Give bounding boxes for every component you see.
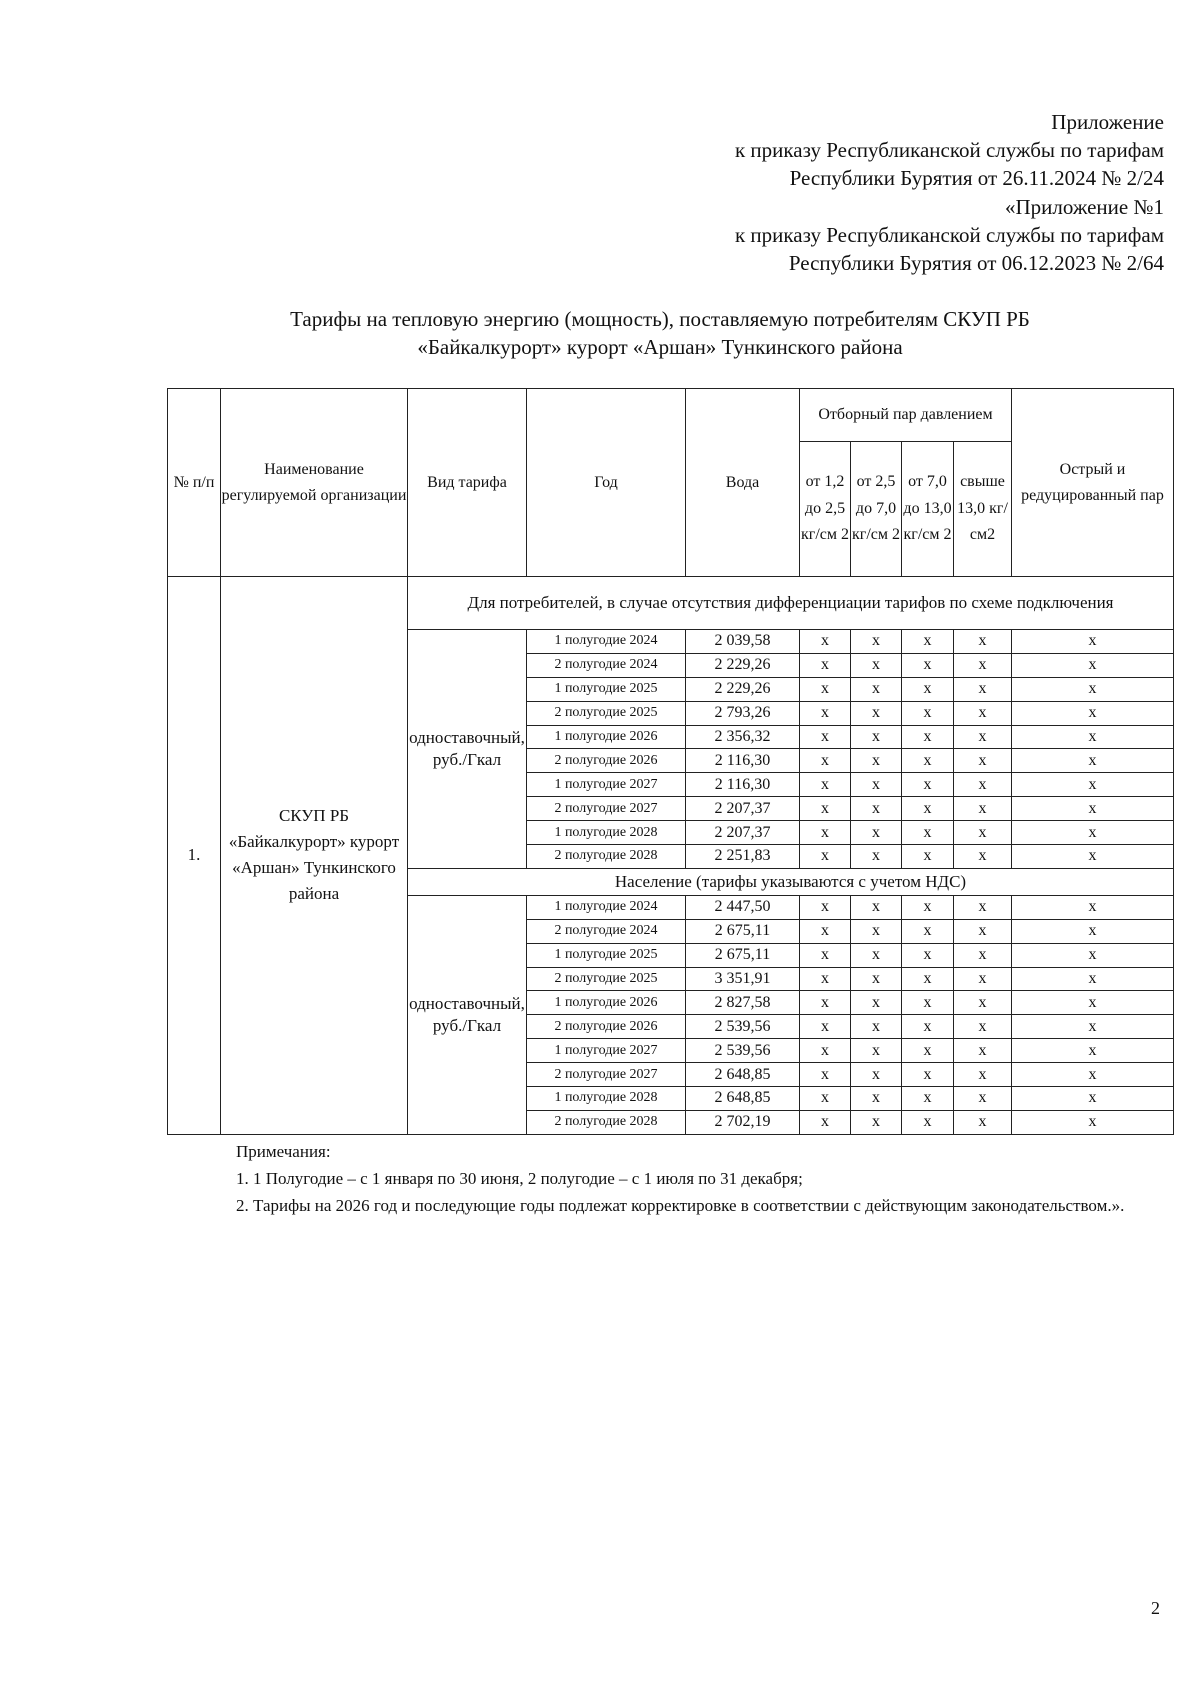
not-applicable-cell: х	[902, 943, 954, 967]
header-steam-group: Отборный пар давлением	[800, 389, 1012, 442]
not-applicable-cell: х	[902, 701, 954, 725]
period-cell: 2 полугодие 2024	[527, 919, 686, 943]
not-applicable-cell: х	[1012, 630, 1174, 654]
water-tariff-cell: 2 827,58	[686, 991, 800, 1015]
not-applicable-cell: х	[954, 1015, 1012, 1039]
not-applicable-cell: х	[902, 749, 954, 773]
not-applicable-cell: х	[954, 1039, 1012, 1063]
not-applicable-cell: х	[800, 653, 851, 677]
header-org: Наименование регулируемой организации	[221, 389, 408, 577]
not-applicable-cell: х	[851, 797, 902, 821]
period-cell: 1 полугодие 2025	[527, 677, 686, 701]
not-applicable-cell: х	[800, 797, 851, 821]
water-tariff-cell: 2 229,26	[686, 677, 800, 701]
not-applicable-cell: х	[902, 895, 954, 919]
not-applicable-cell: х	[902, 677, 954, 701]
notes	[40, 1138, 1164, 1219]
not-applicable-cell: х	[800, 1039, 851, 1063]
not-applicable-cell: х	[954, 725, 1012, 749]
not-applicable-cell: х	[954, 943, 1012, 967]
tariff-type: одноставочный, руб./Гкал	[408, 630, 527, 869]
not-applicable-cell: х	[851, 725, 902, 749]
water-tariff-cell: 2 793,26	[686, 701, 800, 725]
not-applicable-cell: х	[902, 630, 954, 654]
not-applicable-cell: х	[1012, 797, 1174, 821]
header-line: Республики Бурятия от 06.12.2023 № 2/64	[788, 251, 1164, 276]
period-cell: 1 полугодие 2024	[527, 630, 686, 654]
period-cell: 2 полугодие 2028	[527, 845, 686, 869]
document-title	[170, 305, 1150, 361]
water-tariff-cell: 2 207,37	[686, 821, 800, 845]
period-cell: 2 полугодие 2026	[527, 749, 686, 773]
not-applicable-cell: х	[800, 1087, 851, 1111]
not-applicable-cell: х	[800, 967, 851, 991]
not-applicable-cell: х	[954, 919, 1012, 943]
header-pressure-3: от 7,0 до 13,0 кг/см 2	[902, 442, 954, 577]
not-applicable-cell: х	[851, 943, 902, 967]
not-applicable-cell: х	[954, 749, 1012, 773]
not-applicable-cell: х	[851, 1015, 902, 1039]
not-applicable-cell: х	[954, 653, 1012, 677]
period-cell: 1 полугодие 2027	[527, 773, 686, 797]
not-applicable-cell: х	[1012, 1063, 1174, 1087]
not-applicable-cell: х	[851, 895, 902, 919]
not-applicable-cell: х	[1012, 1015, 1174, 1039]
header-pressure-1: от 1,2 до 2,5 кг/см 2	[800, 442, 851, 577]
not-applicable-cell: х	[1012, 919, 1174, 943]
not-applicable-cell: х	[1012, 653, 1174, 677]
not-applicable-cell: х	[1012, 773, 1174, 797]
not-applicable-cell: х	[851, 1063, 902, 1087]
not-applicable-cell: х	[902, 1110, 954, 1134]
not-applicable-cell: х	[851, 1110, 902, 1134]
water-tariff-cell: 2 207,37	[686, 797, 800, 821]
not-applicable-cell: х	[800, 919, 851, 943]
not-applicable-cell: х	[954, 1087, 1012, 1111]
not-applicable-cell: х	[800, 1015, 851, 1039]
water-tariff-cell: 2 116,30	[686, 773, 800, 797]
not-applicable-cell: х	[851, 919, 902, 943]
tariff-type: одноставочный, руб./Гкал	[408, 895, 527, 1134]
water-tariff-cell: 2 539,56	[686, 1039, 800, 1063]
note-2: 2. Тарифы на 2026 год и последующие годы подлежат корректировке в соответствии с действующим законодательством.».	[236, 1196, 1125, 1215]
not-applicable-cell: х	[851, 630, 902, 654]
period-cell: 1 полугодие 2024	[527, 895, 686, 919]
not-applicable-cell: х	[800, 1063, 851, 1087]
not-applicable-cell: х	[954, 797, 1012, 821]
header-sharp-steam: Острый и редуцированный пар	[1012, 389, 1174, 577]
not-applicable-cell: х	[902, 845, 954, 869]
row-number: 1.	[168, 577, 221, 1135]
period-cell: 2 полугодие 2026	[527, 1015, 686, 1039]
not-applicable-cell: х	[1012, 1087, 1174, 1111]
period-cell: 1 полугодие 2028	[527, 821, 686, 845]
not-applicable-cell: х	[954, 845, 1012, 869]
not-applicable-cell: х	[902, 797, 954, 821]
not-applicable-cell: х	[954, 1063, 1012, 1087]
period-cell: 2 полугодие 2024	[527, 653, 686, 677]
not-applicable-cell: х	[1012, 1110, 1174, 1134]
period-cell: 2 полугодие 2027	[527, 797, 686, 821]
not-applicable-cell: х	[800, 1110, 851, 1134]
water-tariff-cell: 2 229,26	[686, 653, 800, 677]
table-header-row	[168, 389, 1174, 442]
not-applicable-cell: х	[800, 821, 851, 845]
not-applicable-cell: х	[1012, 821, 1174, 845]
not-applicable-cell: х	[954, 773, 1012, 797]
not-applicable-cell: х	[954, 967, 1012, 991]
section-title: Население (тарифы указываются с учетом НДС)	[408, 868, 1174, 895]
not-applicable-cell: х	[1012, 725, 1174, 749]
not-applicable-cell: х	[954, 677, 1012, 701]
not-applicable-cell: х	[902, 773, 954, 797]
not-applicable-cell: х	[1012, 677, 1174, 701]
not-applicable-cell: х	[954, 895, 1012, 919]
note-1: 1. 1 Полугодие – с 1 января по 30 июня, 2 полугодие – с 1 июля по 31 декабря;	[236, 1169, 803, 1188]
notes-title: Примечания:	[236, 1142, 331, 1161]
not-applicable-cell: х	[902, 1087, 954, 1111]
not-applicable-cell: х	[1012, 967, 1174, 991]
header-water: Вода	[686, 389, 800, 577]
water-tariff-cell: 3 351,91	[686, 967, 800, 991]
section-row	[168, 577, 1174, 630]
not-applicable-cell: х	[902, 991, 954, 1015]
not-applicable-cell: х	[851, 653, 902, 677]
period-cell: 1 полугодие 2027	[527, 1039, 686, 1063]
not-applicable-cell: х	[851, 967, 902, 991]
not-applicable-cell: х	[954, 630, 1012, 654]
period-cell: 2 полугодие 2027	[527, 1063, 686, 1087]
header-line: Республики Бурятия от 26.11.2024 № 2/24	[789, 166, 1164, 191]
not-applicable-cell: х	[902, 653, 954, 677]
not-applicable-cell: х	[902, 1063, 954, 1087]
period-cell: 1 полугодие 2025	[527, 943, 686, 967]
not-applicable-cell: х	[902, 725, 954, 749]
header-line: «Приложение №1	[1005, 194, 1164, 219]
not-applicable-cell: х	[954, 701, 1012, 725]
title-line-2: «Байкалкурорт» курорт «Аршан» Тункинского района	[417, 335, 903, 359]
period-cell: 2 полугодие 2025	[527, 967, 686, 991]
not-applicable-cell: х	[800, 991, 851, 1015]
water-tariff-cell: 2 251,83	[686, 845, 800, 869]
not-applicable-cell: х	[851, 749, 902, 773]
not-applicable-cell: х	[902, 1039, 954, 1063]
not-applicable-cell: х	[851, 1087, 902, 1111]
not-applicable-cell: х	[954, 1110, 1012, 1134]
not-applicable-cell: х	[954, 991, 1012, 1015]
organization-name: СКУП РБ «Байкалкурорт» курорт «Аршан» Тункинского района	[221, 577, 408, 1135]
water-tariff-cell: 2 539,56	[686, 1015, 800, 1039]
header-year: Год	[527, 389, 686, 577]
not-applicable-cell: х	[954, 821, 1012, 845]
not-applicable-cell: х	[800, 749, 851, 773]
water-tariff-cell: 2 039,58	[686, 630, 800, 654]
not-applicable-cell: х	[1012, 749, 1174, 773]
not-applicable-cell: х	[800, 701, 851, 725]
not-applicable-cell: х	[1012, 943, 1174, 967]
water-tariff-cell: 2 702,19	[686, 1110, 800, 1134]
not-applicable-cell: х	[800, 630, 851, 654]
period-cell: 1 полугодие 2026	[527, 991, 686, 1015]
header-type: Вид тарифа	[408, 389, 527, 577]
water-tariff-cell: 2 116,30	[686, 749, 800, 773]
title-line-1: Тарифы на тепловую энергию (мощность), поставляемую потребителям СКУП РБ	[290, 307, 1030, 331]
page-number: 2	[1151, 1598, 1160, 1618]
water-tariff-cell: 2 648,85	[686, 1087, 800, 1111]
period-cell: 1 полугодие 2028	[527, 1087, 686, 1111]
not-applicable-cell: х	[800, 773, 851, 797]
not-applicable-cell: х	[800, 725, 851, 749]
not-applicable-cell: х	[800, 895, 851, 919]
not-applicable-cell: х	[902, 919, 954, 943]
water-tariff-cell: 2 648,85	[686, 1063, 800, 1087]
header-pressure-2: от 2,5 до 7,0 кг/см 2	[851, 442, 902, 577]
not-applicable-cell: х	[800, 677, 851, 701]
not-applicable-cell: х	[800, 943, 851, 967]
not-applicable-cell: х	[851, 821, 902, 845]
period-cell: 2 полугодие 2028	[527, 1110, 686, 1134]
not-applicable-cell: х	[851, 845, 902, 869]
not-applicable-cell: х	[851, 701, 902, 725]
not-applicable-cell: х	[902, 967, 954, 991]
header-line: Приложение	[1051, 110, 1164, 134]
water-tariff-cell: 2 447,50	[686, 895, 800, 919]
section-title: Для потребителей, в случае отсутствия дифференциации тарифов по схеме подключения	[408, 577, 1174, 630]
not-applicable-cell: х	[800, 845, 851, 869]
header-pressure-4: свыше 13,0 кг/см2	[954, 442, 1012, 577]
not-applicable-cell: х	[1012, 845, 1174, 869]
period-cell: 2 полугодие 2025	[527, 701, 686, 725]
not-applicable-cell: х	[851, 1039, 902, 1063]
water-tariff-cell: 2 675,11	[686, 919, 800, 943]
not-applicable-cell: х	[851, 773, 902, 797]
water-tariff-cell: 2 675,11	[686, 943, 800, 967]
not-applicable-cell: х	[1012, 991, 1174, 1015]
not-applicable-cell: х	[1012, 1039, 1174, 1063]
period-cell: 1 полугодие 2026	[527, 725, 686, 749]
not-applicable-cell: х	[851, 991, 902, 1015]
not-applicable-cell: х	[851, 677, 902, 701]
not-applicable-cell: х	[902, 821, 954, 845]
document-header	[735, 108, 1164, 277]
not-applicable-cell: х	[1012, 895, 1174, 919]
not-applicable-cell: х	[1012, 701, 1174, 725]
header-line: к приказу Республиканской службы по тарифам	[734, 222, 1164, 247]
water-tariff-cell: 2 356,32	[686, 725, 800, 749]
header-num: № п/п	[168, 389, 221, 577]
not-applicable-cell: х	[902, 1015, 954, 1039]
header-line: к приказу Республиканской службы по тарифам	[734, 138, 1164, 163]
tariff-table	[167, 388, 1174, 1135]
